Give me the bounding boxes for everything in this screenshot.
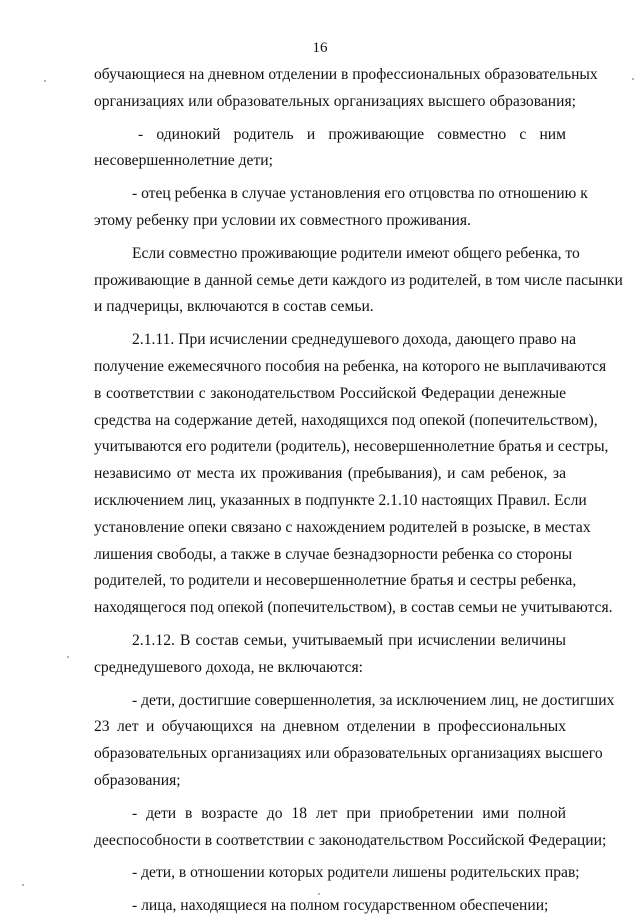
text-line: - лица, находящиеся на полном государственном обеспечении; [132,897,549,915]
text-line: этому ребенку при условии их совместного проживания. [94,211,471,229]
text-line: родителей, то родители и несовершеннолетние братья и сестры ребенка, [94,572,577,590]
paragraph [94,327,613,622]
scan-speck [318,893,320,895]
text-line: лишения свободы, а также в случае безнадзорности ребенка со стороны [94,545,573,563]
text-line: исключением лиц, указанных в подпункте 2.1.10 настоящих Правил. Если [94,491,587,509]
text-line: получение ежемесячного пособия на ребенка, на которого не выплачиваются [94,357,607,375]
text-line: Если совместно проживающие родители имеют общего ребенка, то [132,244,580,262]
paragraph [94,801,607,855]
text-line: учитываются его родители (родитель), несовершеннолетние братья и сестры, [94,438,609,456]
text-line: - отец ребенка в случае установления его отцовства по отношению к [132,185,588,203]
text-line: несовершеннолетние дети; [94,152,273,170]
paragraph [94,860,580,887]
paragraph [94,893,566,920]
text-line: в соответствии с законодательством Российской Федерации денежные [94,384,566,402]
scan-speck [22,884,24,886]
text-line: - дети в возрасте до 18 лет при приобретении ими полной [132,804,566,822]
text-line: - одинокий родитель и проживающие совместно с ним [138,125,566,143]
text-line: обучающиеся на дневном отделении в профессиональных образовательных [94,66,598,83]
scan-speck [44,80,46,82]
text-line: проживающие в данной семье дети каждого из родителей, в том числе пасынки [94,271,623,289]
text-line: 23 лет и обучающихся на дневном отделении в профессиональных [94,718,566,736]
text-line: и падчерицы, включаются в состав семьи. [94,298,374,316]
text-line: образования; [94,771,181,789]
paragraph [94,122,566,176]
text-line: - дети, достигшие совершеннолетия, за исключением лиц, не достигших [132,691,615,709]
paragraph [94,241,623,321]
body-text [94,62,623,920]
text-line: находящегося под опекой (попечительством), в состав семьи не учитываются. [94,599,613,617]
text-line: независимо от места их проживания (пребывания), и сам ребенок, за [94,465,566,483]
paragraph [94,628,566,682]
paragraph [94,62,598,116]
paragraph [94,181,588,235]
scan-speck [67,656,69,658]
text-line: средства на содержание детей, находящихся под опекой (попечительством), [94,411,598,429]
page-number: 16 [312,40,328,56]
text-line: установление опеки связано с нахождением родителей в розыске, в местах [94,518,591,536]
scan-speck [632,78,634,80]
text-line: 2.1.12. В состав семьи, учитываемый при исчислении величины [132,631,566,649]
text-line: - дети, в отношении которых родители лишены родительских прав; [132,864,580,882]
text-line: дееспособности в соответствии с законодательством Российской Федерации; [94,831,607,849]
text-line: образовательных организациях или образовательных организациях высшего [94,745,603,763]
text-line: среднедушевого дохода, не включаются: [94,658,363,676]
paragraph [94,688,615,795]
text-line: организациях или образовательных организациях высшего образования; [94,92,576,110]
text-line: 2.1.11. При исчислении среднедушевого дохода, дающего право на [132,331,577,349]
